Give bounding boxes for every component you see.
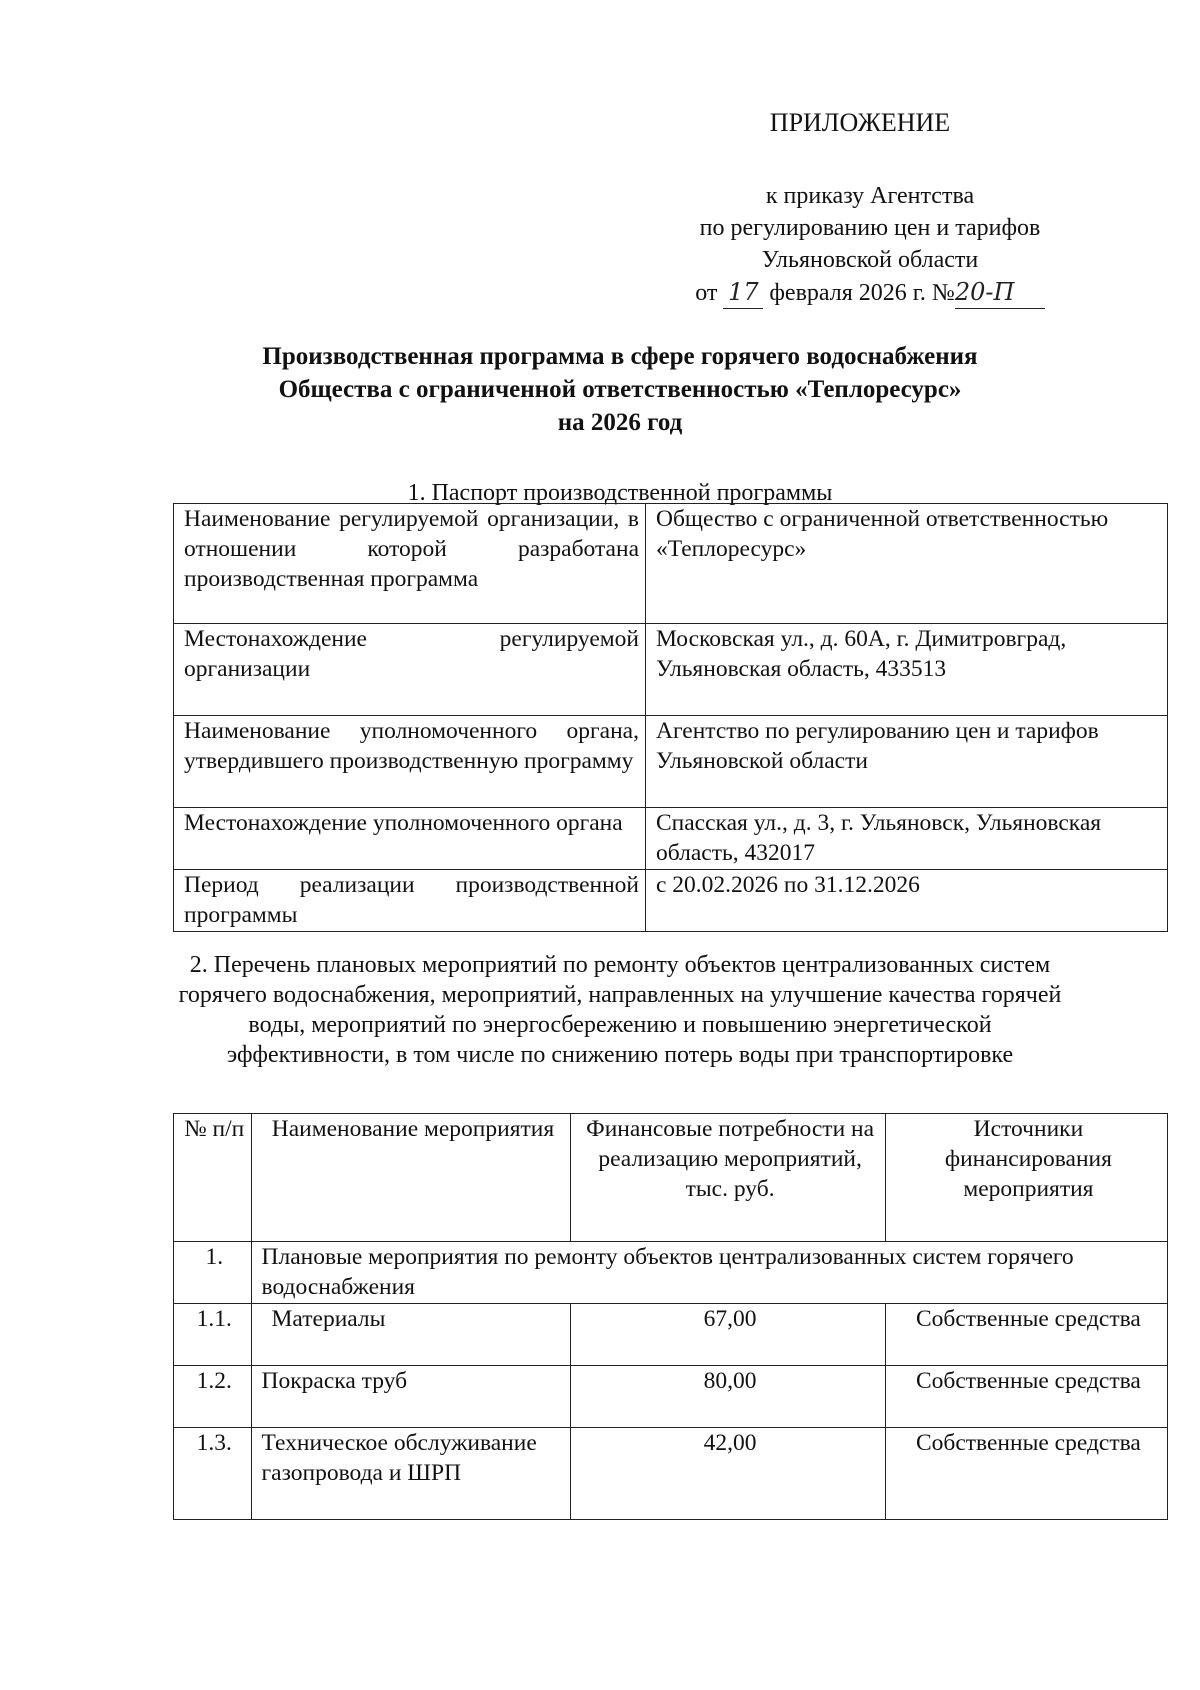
date-rest: февраля 2026 г. №	[769, 280, 955, 306]
handwritten-order-number: 20-П	[955, 276, 1045, 309]
measure-amount: 80,00	[571, 1366, 885, 1428]
annex-date-line	[640, 276, 1100, 309]
row-number: 1.1.	[174, 1304, 252, 1366]
table-row	[174, 504, 1168, 624]
passport-label: Местонахождение регулируемой организации	[174, 624, 646, 716]
measure-name: Материалы	[251, 1304, 571, 1366]
column-header-name: Наименование мероприятия	[251, 1114, 571, 1242]
passport-value: Общество с ограниченной ответственностью «Теплоресурс»	[646, 504, 1168, 624]
annex-line-1: к приказу Агентства	[765, 183, 975, 209]
table-row	[174, 808, 1168, 870]
annex-reference	[640, 180, 1100, 309]
measure-source: Собственные средства	[885, 1428, 1167, 1520]
handwritten-day: 17	[723, 276, 763, 309]
measure-amount: 42,00	[571, 1428, 885, 1520]
table-row	[174, 624, 1168, 716]
annex-title: ПРИЛОЖЕНИЕ	[769, 108, 951, 137]
measure-amount: 67,00	[571, 1304, 885, 1366]
section-row	[174, 1242, 1168, 1304]
measure-source: Собственные средства	[885, 1304, 1167, 1366]
table-header-row	[174, 1114, 1168, 1242]
row-number: 1.2.	[174, 1366, 252, 1428]
document-title	[160, 340, 1080, 439]
passport-label: Наименование регулируемой организации, в отношении которой разработана производственная программа	[174, 504, 646, 624]
passport-value: Спасская ул., д. 3, г. Ульяновск, Ульяновская область, 432017	[646, 808, 1168, 870]
section-number: 1.	[174, 1242, 252, 1304]
passport-label: Период реализации производственной программы	[174, 870, 646, 932]
table-row	[174, 716, 1168, 808]
passport-label: Местонахождение уполномоченного органа	[174, 808, 646, 870]
column-header-source: Источники финансирования мероприятия	[885, 1114, 1167, 1242]
measures-heading: 2. Перечень плановых мероприятий по ремонту объектов централизованных систем горячего водоснабжения, мероприятий, направленных на улучшение качества горячей воды, мероприятий по энергосбережению и повышению энергетической эффективности, в том числе по снижению потерь воды при транспортировке	[178, 952, 1062, 1068]
table-row	[174, 870, 1168, 932]
measure-name: Техническое обслуживание газопровода и ШРП	[251, 1428, 571, 1520]
measure-source: Собственные средства	[885, 1366, 1167, 1428]
annex-line-3: Ульяновской области	[761, 247, 979, 273]
column-header-number: № п/п	[174, 1114, 252, 1242]
table-row	[174, 1366, 1168, 1428]
measure-name: Покраска труб	[251, 1366, 571, 1428]
table-row	[174, 1428, 1168, 1520]
annex-line-2: по регулированию цен и тарифов	[699, 215, 1041, 241]
passport-value: Агентство по регулированию цен и тарифов Ульяновской области	[646, 716, 1168, 808]
table-row	[174, 1304, 1168, 1366]
title-line-3: на 2026 год	[557, 409, 683, 436]
passport-value: с 20.02.2026 по 31.12.2026	[646, 870, 1168, 932]
title-line-1: Производственная программа в сфере горячего водоснабжения	[262, 343, 978, 370]
section-title: Плановые мероприятия по ремонту объектов централизованных систем горячего водоснабжения	[251, 1242, 1167, 1304]
measures-table	[173, 1113, 1168, 1520]
column-header-amount: Финансовые потребности на реализацию мероприятий, тыс. руб.	[571, 1114, 885, 1242]
passport-value: Московская ул., д. 60А, г. Димитровград, Ульяновская область, 433513	[646, 624, 1168, 716]
date-prefix: от	[695, 280, 718, 306]
row-number: 1.3.	[174, 1428, 252, 1520]
passport-label: Наименование уполномоченного органа, утвердившего производственную программу	[174, 716, 646, 808]
passport-heading: 1. Паспорт производственной программы	[407, 480, 833, 506]
title-line-2: Общества с ограниченной ответственностью «Теплоресурс»	[278, 376, 962, 403]
passport-table	[173, 503, 1168, 932]
